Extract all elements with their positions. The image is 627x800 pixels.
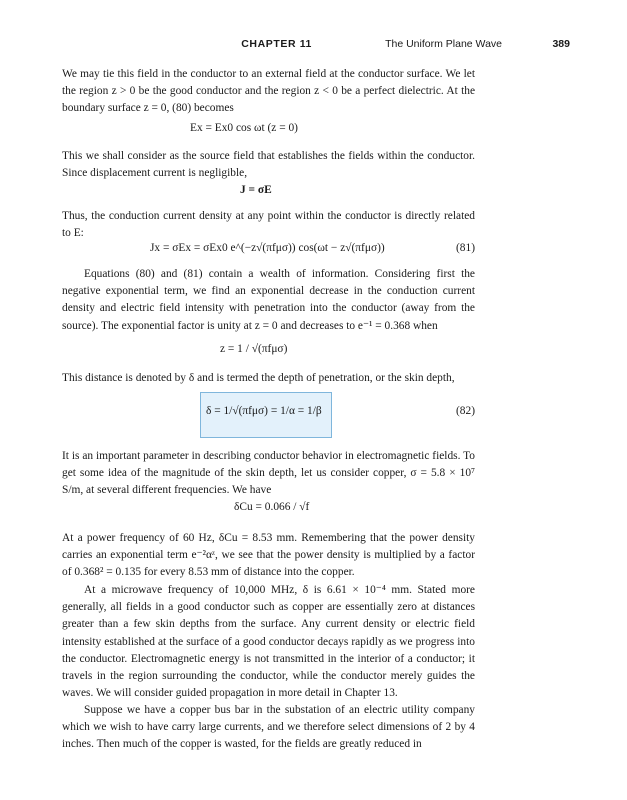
equation-skin-depth (62, 402, 475, 426)
equation-skin-depth-text: δ = 1/√(πfμσ) = 1/α = 1/β (206, 405, 322, 417)
paragraph-skin-depth: This distance is denoted by δ and is termed the depth of penetration, or the skin depth, (62, 372, 455, 384)
paragraph-source-field: This we shall consider as the source field that establishes the fields within the conductor. Since displacement current is negligible, (62, 150, 475, 180)
running-header (62, 38, 570, 54)
equation-number-81: (81) (456, 242, 475, 254)
equation-ohms-law-text: J = σE (240, 184, 272, 196)
paragraph-microwave-frequency: At a microwave frequency of 10,000 MHz, δ is 6.61 × 10⁻⁴ mm. Stated more generally, all fields in a good conductor such as copper are essentially zero at distances greater than a few skin depths from the surface. Any current density or electric field intensity established at the surface of a good conductor decays rapidly as we progress into the conductor. Electromagnetic energy is not transmitted in the interior of a conductor; it travels in the region surrounding the conductor, while the conductor merely guides the waves. We will consider guided propagation in more detail in Chapter 13. (62, 584, 475, 700)
page-number: 389 (552, 38, 570, 50)
paragraph-power-frequency: At a power frequency of 60 Hz, δCu = 8.53 mm. Remembering that the power density carries an exponential term e⁻²αᶻ, we see that the power density is multiplied by a factor of 0.368² = 0.135 for every 8.53 mm of distance into the copper. (62, 532, 475, 579)
paragraph-bus-bar: Suppose we have a copper bus bar in the substation of an electric utility company which we wish to have carry large currents, and we therefore select dimensions of 2 by 4 inches. Then much of the copper is wasted, for the fields are greatly reduced in (62, 704, 475, 751)
chapter-label: CHAPTER 11 (241, 38, 312, 50)
paragraph-copper-example: It is an important parameter in describing conductor behavior in electromagnetic fields. To get some idea of the magnitude of the skin depth, let us consider copper, σ = 5.8 × 10⁷ S/m, at several different frequencies. We have (62, 450, 475, 497)
equation-number-82: (82) (456, 405, 475, 417)
chapter-title: The Uniform Plane Wave (385, 38, 502, 50)
paragraph-current-density: Thus, the conduction current density at any point within the conductor is directly related to E: (62, 210, 475, 240)
equation-copper-skin-depth-text: δCu = 0.066 / √f (234, 501, 310, 513)
equation-boundary-field (62, 122, 475, 140)
equation-current-density (62, 242, 475, 262)
equation-boundary-field-text: Ex = Ex0 cos ωt (z = 0) (190, 122, 298, 134)
equation-ohms-law (62, 184, 475, 202)
equation-penetration-distance (62, 338, 475, 366)
equation-penetration-distance-text: z = 1 / √(πfμσ) (220, 343, 288, 355)
paragraph-exponential-decay: Equations (80) and (81) contain a wealth of information. Considering first the negative exponential term, we find an exponential decrease in the conduction current density and electric field intensity with penetration into the conductor (away from the source). The exponential factor is unity at z = 0 and decreases to e⁻¹ = 0.368 when (62, 268, 475, 332)
paragraph-boundary: We may tie this field in the conductor to an external field at the conductor surface. We let the region z > 0 be the good conductor and the region z < 0 be a perfect dielectric. At the boundary surface z = 0, (80) becomes (62, 68, 475, 115)
equation-current-density-text: Jx = σEx = σEx0 e^(−z√(πfμσ)) cos(ωt − z√(πfμσ)) (150, 242, 385, 254)
equation-copper-skin-depth (62, 496, 475, 524)
